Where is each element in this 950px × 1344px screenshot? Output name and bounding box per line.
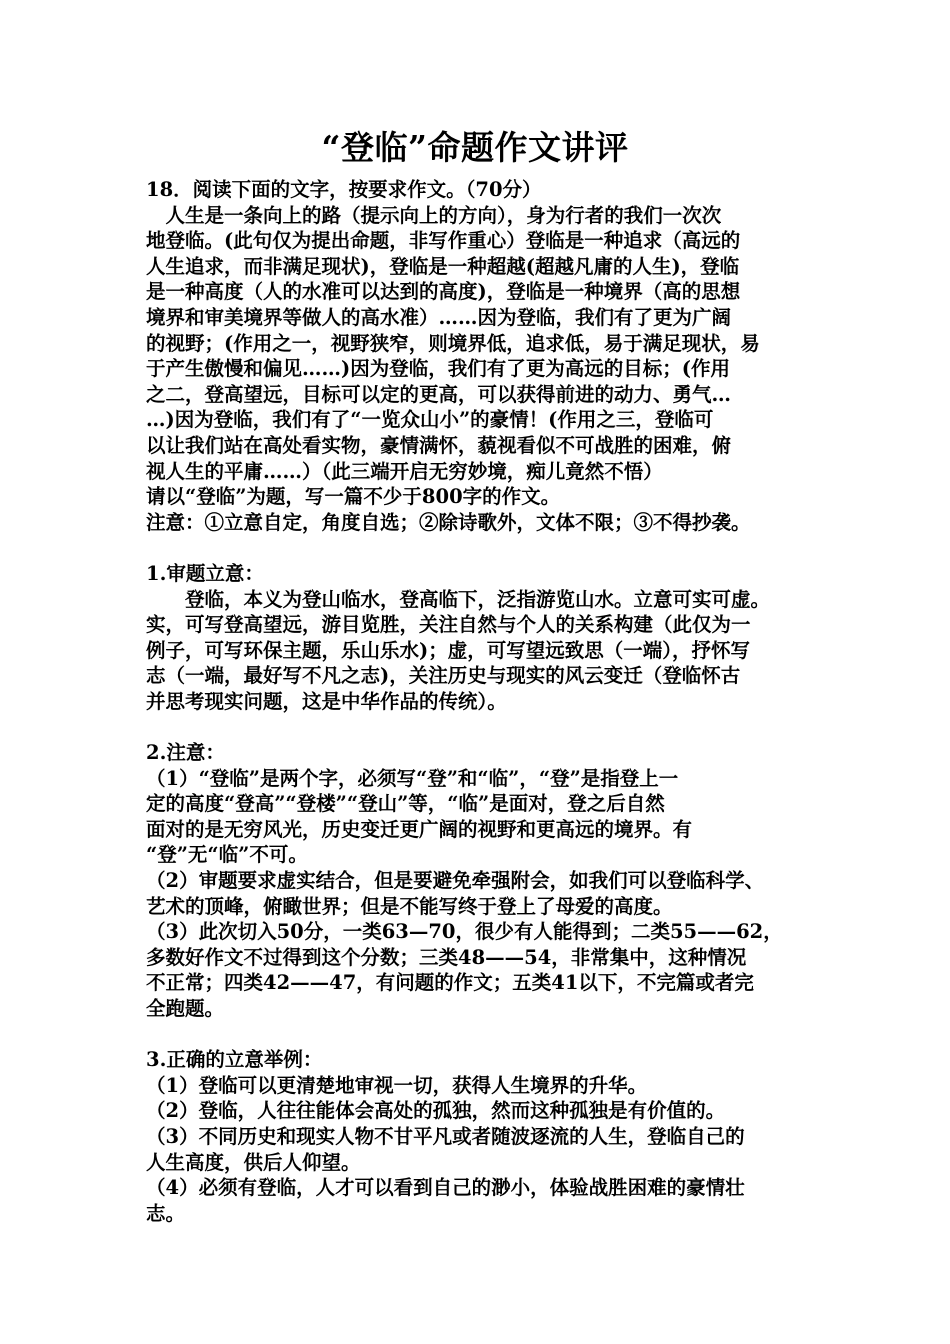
section-line: 多数好作文不过得到这个分数；三类48——54，非常集中，这种情况 [146,945,747,969]
passage-line: 是一种高度（人的水准可以达到的高度)，登临是一种境界（高的思想 [146,280,741,304]
passage-line: 的视野；(作用之一，视野狭窄，则境界低，追求低，易于满足现状，易 [146,331,760,355]
writing-requirement: 请以“登临”为题，写一篇不少于800字的作文。 [146,485,561,509]
section-line: 实，可写登高望远，游目览胜，关注自然与个人的关系构建（此仅为一 [146,613,751,637]
section-line: “登”无“临”不可。 [146,843,308,867]
section-line: （1）登临可以更清楚地审视一切，获得人生境界的升华。 [146,1073,648,1097]
section-line: 不正常；四类42——47，有问题的作文；五类41以下，不完篇或者完 [146,971,754,995]
section-heading-topic-analysis: 1.审题立意： [146,561,264,585]
page-title: “登临”命题作文讲评 [321,128,629,167]
spacer [146,714,818,740]
section-line: 定的高度“登高”“登楼”“登山”等，“临”是面对，登之后自然 [146,792,665,816]
section-line: （2）登临，人往往能体会高处的孤独，然而这种孤独是有价值的。 [146,1099,726,1123]
passage-line: 视人生的平庸……）（此三端开启无穷妙境，痴儿竟然不悟） [146,459,663,483]
question-passage [146,203,818,485]
passage-line: 境界和审美境界等做人的高水准）……因为登临，我们有了更为广阔 [146,305,732,329]
section-line: 例子，可写环保主题，乐山乐水)；虚，可写望远致思（一端），抒怀写 [146,638,750,662]
section-line: 志（一端，最好写不凡之志)，关注历史与现实的风云变迁（登临怀古 [146,664,741,688]
section-line: （3）此次切入50分，一类63—70，很少有人能得到；二类55——62， [146,920,783,944]
passage-line: 人生追求，而非满足现状)，登临是一种超越(超越凡庸的人生)，登临 [146,254,740,278]
document-body [146,177,818,1226]
section-line: （4）必须有登临，人才可以看到自己的渺小，体验战胜困难的豪情壮 [146,1176,745,1200]
spacer [146,535,818,561]
passage-line: 于产生傲慢和偏见……)因为登临，我们有了更为高远的目标；(作用 [146,357,730,381]
passage-line: 地登临。(此句仅为提出命题，非写作重心）登临是一种追求（高远的 [146,229,741,253]
section-line: 志。 [146,1201,186,1225]
section-notes [146,766,818,1022]
section-line: （3）不同历史和现实人物不甘平凡或者随波逐流的人生，登临自己的 [146,1124,745,1148]
section-line: 并思考现实问题，这是中华作品的传统）。 [146,689,507,713]
passage-line: 人生是一条向上的路（提示向上的方向），身为行者的我们一次次 [146,203,722,227]
section-line: （2）审题要求虚实结合，但是要避免牵强附会，如我们可以登临科学、 [146,869,765,893]
section-topic-analysis [146,587,818,715]
writing-notes: 注意：①立意自定，角度自选；②除诗歌外，文体不限；③不得抄袭。 [146,510,751,534]
section-line: 人生高度，供后人仰望。 [146,1150,361,1174]
section-line: 面对的是无穷风光，历史变迁更广阔的视野和更高远的境界。有 [146,817,693,841]
section-line: （1）“登临”是两个字，必须写“登”和“临”，“登”是指登上一 [146,766,679,790]
section-heading-notes: 2.注意： [146,741,225,765]
spacer [146,1022,818,1048]
section-examples [146,1073,818,1227]
section-heading-examples: 3.正确的立意举例： [146,1048,323,1072]
section-line: 全跑题。 [146,997,225,1020]
passage-line: …)因为登临，我们有了“一览众山小”的豪情！(作用之三，登临可 [146,408,714,432]
passage-line: 以让我们站在高处看实物，豪情满怀，藐视看似不可战胜的困难，俯 [146,433,732,457]
question-heading: 18．阅读下面的文字，按要求作文。（70分） [146,178,542,201]
section-line: 艺术的顶峰，俯瞰世界；但是不能写终于登上了母爱的高度。 [146,894,673,918]
section-line: 登临，本义为登山临水，登高临下，泛指游览山水。立意可实可虚。 [146,587,771,611]
passage-line: 之二，登高望远，目标可以定的更高，可以获得前进的动力、勇气… [146,382,732,406]
